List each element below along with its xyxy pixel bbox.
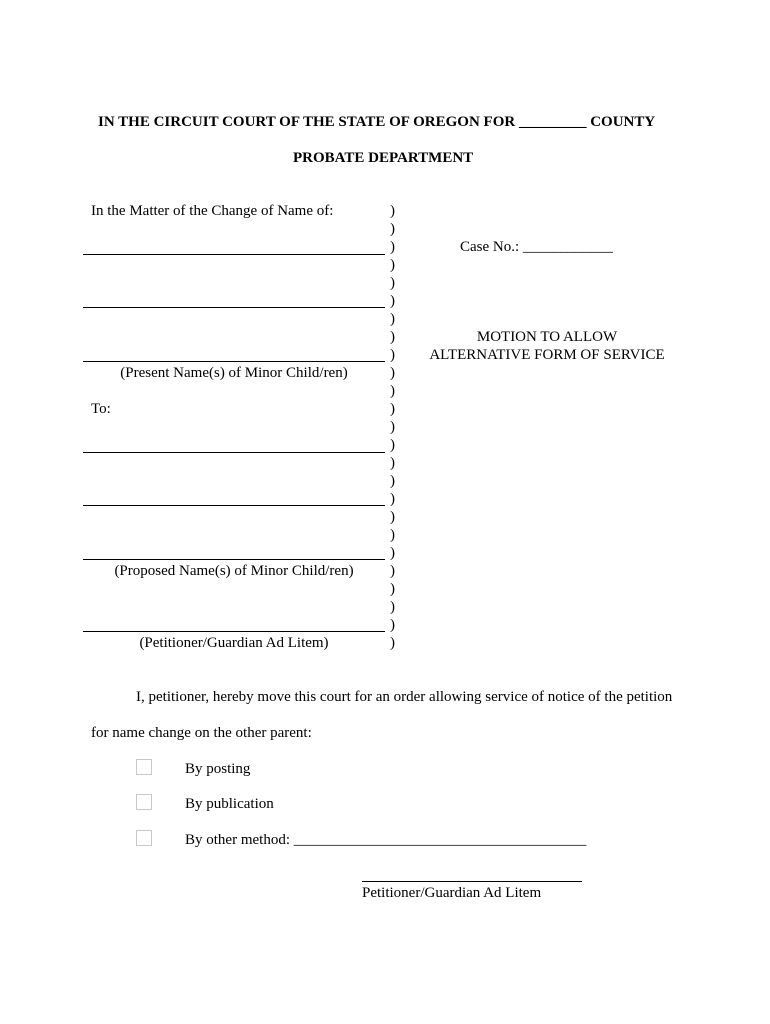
- court-title: IN THE CIRCUIT COURT OF THE STATE OF OREGON FOR _________ COUNTY: [98, 114, 656, 130]
- motion-title-line-1: MOTION TO ALLOW: [476, 329, 618, 345]
- motion-title-line-2: ALTERNATIVE FORM OF SERVICE: [429, 347, 665, 363]
- caption-paren: ): [390, 455, 395, 471]
- department-title: PROBATE DEPARTMENT: [293, 150, 474, 166]
- present-name-line-1[interactable]: [83, 254, 385, 255]
- proposed-names-label: (Proposed Name(s) of Minor Child/ren): [114, 563, 354, 579]
- caption-paren: ): [390, 437, 395, 453]
- by-publication-checkbox[interactable]: [136, 794, 152, 810]
- caption-paren: ): [390, 581, 395, 597]
- by-other-method-checkbox[interactable]: [136, 830, 152, 846]
- motion-paragraph-line-2: for name change on the other parent:: [91, 725, 312, 741]
- petitioner-label: (Petitioner/Guardian Ad Litem): [139, 635, 329, 651]
- caption-paren: ): [390, 635, 395, 651]
- caption-paren: ): [390, 347, 395, 363]
- caption-paren: ): [390, 221, 395, 237]
- by-posting-checkbox[interactable]: [136, 759, 152, 775]
- signature-label: Petitioner/Guardian Ad Litem: [362, 885, 542, 901]
- to-label: To:: [91, 401, 111, 417]
- present-name-line-3[interactable]: [83, 361, 385, 362]
- by-publication-label: By publication: [185, 796, 274, 812]
- caption-paren: ): [390, 527, 395, 543]
- present-name-line-2[interactable]: [83, 307, 385, 308]
- caption-paren: ): [390, 203, 395, 219]
- caption-paren: ): [390, 617, 395, 633]
- caption-paren: ): [390, 329, 395, 345]
- caption-paren: ): [390, 419, 395, 435]
- caption-paren: ): [390, 311, 395, 327]
- caption-paren: ): [390, 239, 395, 255]
- signature-line[interactable]: [362, 881, 582, 882]
- caption-paren: ): [390, 545, 395, 561]
- caption-paren: ): [390, 491, 395, 507]
- caption-paren: ): [390, 365, 395, 381]
- caption-paren: ): [390, 293, 395, 309]
- caption-paren: ): [390, 509, 395, 525]
- caption-paren: ): [390, 401, 395, 417]
- by-other-method-label[interactable]: By other method: _______________________________________: [185, 832, 587, 848]
- proposed-name-line-3[interactable]: [83, 559, 385, 560]
- caption-paren: ): [390, 275, 395, 291]
- caption-paren: ): [390, 473, 395, 489]
- petitioner-name-line[interactable]: [83, 631, 385, 632]
- caption-paren: ): [390, 563, 395, 579]
- matter-label: In the Matter of the Change of Name of:: [91, 203, 334, 219]
- proposed-name-line-2[interactable]: [83, 505, 385, 506]
- proposed-name-line-1[interactable]: [83, 452, 385, 453]
- case-number[interactable]: Case No.: ____________: [460, 239, 613, 255]
- caption-paren: ): [390, 383, 395, 399]
- by-posting-label: By posting: [185, 761, 251, 777]
- present-names-label: (Present Name(s) of Minor Child/ren): [120, 365, 348, 381]
- caption-paren: ): [390, 257, 395, 273]
- caption-paren: ): [390, 599, 395, 615]
- motion-paragraph-line-1: I, petitioner, hereby move this court for an order allowing service of notice of the petition: [136, 689, 673, 705]
